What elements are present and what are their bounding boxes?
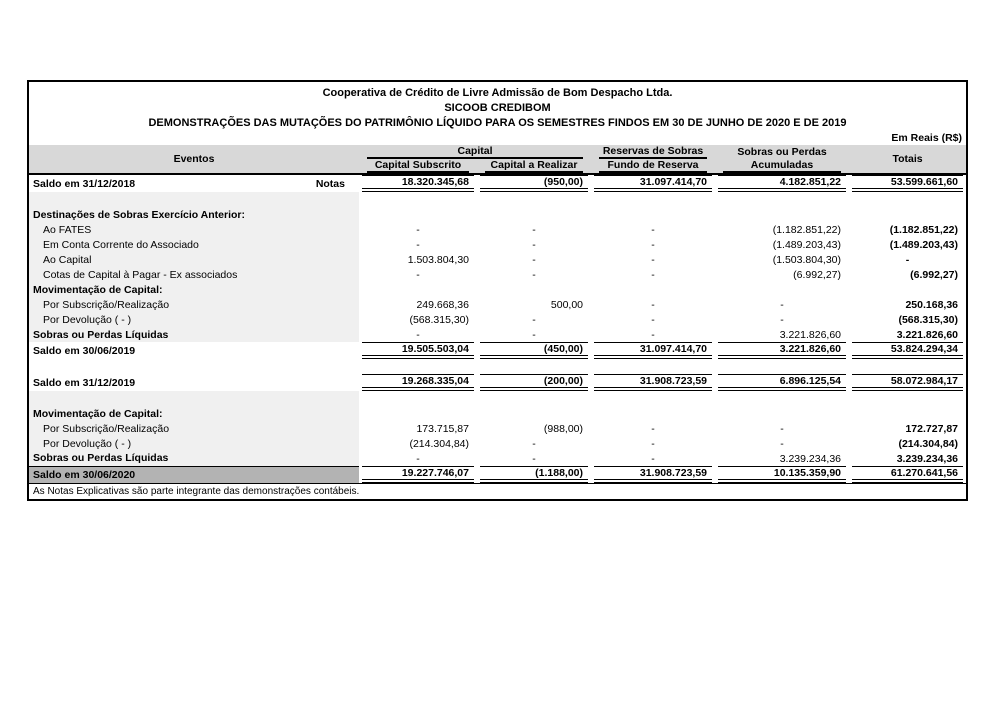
table-row (29, 406, 966, 421)
cell-value: 58.072.984,17 (890, 375, 959, 387)
table-row (29, 312, 966, 327)
eventos-cell (29, 374, 359, 391)
cell-value: 19.227.746,07 (401, 467, 469, 479)
value-cell (849, 297, 966, 312)
value-cell (359, 207, 477, 222)
cell-value: 18.320.345,68 (401, 176, 469, 188)
table-row (29, 222, 966, 237)
value-cell (715, 391, 849, 406)
value-cell (591, 359, 715, 374)
value-cell (477, 222, 591, 237)
cell-value: 250.168,36 (905, 298, 959, 311)
cell-value: - (651, 452, 655, 465)
cell-value: 3.239.234,36 (896, 452, 959, 465)
table-row (29, 282, 966, 297)
value-cell (849, 466, 966, 484)
table-row (29, 342, 966, 359)
value-cell (591, 391, 715, 406)
value-cell (359, 252, 477, 267)
cell-value: - (416, 328, 420, 341)
table-row (29, 327, 966, 342)
cell-value: (450,00) (543, 343, 584, 355)
value-cell (715, 451, 849, 466)
table-row (29, 174, 966, 192)
col-header-eventos: Eventos (29, 145, 359, 174)
value-cell (849, 342, 966, 359)
eventos-cell (29, 267, 359, 282)
value-cell (715, 252, 849, 267)
table-row (29, 267, 966, 282)
value-cell (359, 451, 477, 466)
cell-value: - (780, 422, 784, 435)
cell-value: (568.315,30) (409, 313, 469, 326)
cell-value: - (651, 253, 655, 266)
cell-value: - (651, 313, 655, 326)
eventos-cell (29, 312, 359, 327)
value-cell (849, 267, 966, 282)
value-cell (477, 267, 591, 282)
cell-value: (214.304,84) (409, 437, 469, 450)
cell-value: - (532, 313, 536, 326)
cell-value: (988,00) (543, 422, 584, 435)
row-label: Saldo em 30/06/2020 (33, 468, 136, 481)
eventos-cell (29, 327, 359, 342)
value-cell (359, 466, 477, 484)
cell-value: (950,00) (543, 176, 584, 188)
value-cell (359, 406, 477, 421)
cell-value: 19.505.503,04 (401, 343, 469, 355)
row-label: Por Subscrição/Realização (43, 298, 170, 311)
row-label: Por Subscrição/Realização (43, 422, 170, 435)
value-cell (359, 192, 477, 207)
cell-value: 31.097.414,70 (639, 343, 708, 355)
equity-statement-table (29, 145, 966, 499)
value-cell (591, 222, 715, 237)
cell-value: 3.221.826,60 (779, 328, 842, 341)
value-cell (591, 451, 715, 466)
value-cell (477, 342, 591, 359)
row-label: Sobras ou Perdas Líquidas (33, 328, 169, 341)
cell-value: - (416, 452, 420, 465)
cell-value: 1.503.804,30 (407, 253, 469, 266)
cell-value: 61.270.641,56 (890, 467, 959, 479)
value-cell (591, 327, 715, 342)
table-row (29, 436, 966, 451)
institution-name: SICOOB CREDIBOM (444, 102, 551, 114)
row-label: Cotas de Capital à Pagar - Ex associados (43, 268, 238, 281)
col-header-sobras-line2: Acumuladas (715, 159, 849, 174)
value-cell (359, 421, 477, 436)
value-cell (715, 406, 849, 421)
col-header-capital-realizar: Capital a Realizar (477, 159, 591, 174)
value-cell (715, 421, 849, 436)
value-cell (715, 282, 849, 297)
eventos-cell (29, 237, 359, 252)
statement-sheet (27, 80, 968, 501)
eventos-cell (29, 391, 359, 406)
value-cell (359, 312, 477, 327)
value-cell (591, 436, 715, 451)
cell-value: - (651, 298, 655, 311)
value-cell (715, 374, 849, 391)
eventos-cell (29, 297, 359, 312)
value-cell (591, 342, 715, 359)
value-cell (849, 282, 966, 297)
value-cell (591, 207, 715, 222)
eventos-cell (29, 174, 359, 192)
value-cell (591, 237, 715, 252)
value-cell (359, 282, 477, 297)
cell-value: - (416, 223, 420, 236)
value-cell (477, 451, 591, 466)
eventos-cell (29, 436, 359, 451)
value-cell (849, 174, 966, 192)
value-cell (591, 252, 715, 267)
value-cell (591, 174, 715, 192)
row-label: Por Devolução ( - ) (43, 437, 132, 450)
cell-value: 500,00 (550, 298, 584, 311)
cell-value: - (416, 268, 420, 281)
value-cell (715, 267, 849, 282)
eventos-cell (29, 359, 359, 374)
cell-value: (1.182.851,22) (772, 223, 842, 236)
col-header-sobras-line1: Sobras ou Perdas (715, 145, 849, 159)
value-cell (591, 297, 715, 312)
cell-value: - (651, 328, 655, 341)
value-cell (359, 297, 477, 312)
value-cell (715, 192, 849, 207)
cell-value: 4.182.851,22 (779, 176, 842, 188)
value-cell (849, 406, 966, 421)
row-label: Ao Capital (43, 253, 92, 266)
cell-value: 53.824.294,34 (890, 343, 959, 355)
value-cell (477, 282, 591, 297)
cell-value: - (532, 253, 536, 266)
value-cell (715, 359, 849, 374)
cell-value: (6.992,27) (910, 268, 959, 281)
eventos-cell (29, 222, 359, 237)
value-cell (477, 192, 591, 207)
eventos-cell (29, 282, 359, 297)
value-cell (591, 312, 715, 327)
cell-value: (6.992,27) (793, 268, 842, 281)
statement-title: DEMONSTRAÇÕES DAS MUTAÇÕES DO PATRIMÔNIO LÍQUIDO PARA OS SEMESTRES FINDOS EM 30 DE JUNHO DE 2020 E DE 2019 (148, 117, 847, 129)
value-cell (849, 312, 966, 327)
value-cell (359, 267, 477, 282)
footnote-row (29, 484, 966, 499)
row-label: Movimentação de Capital: (33, 407, 163, 420)
currency-note: Em Reais (R$) (891, 132, 962, 144)
value-cell (477, 466, 591, 484)
value-cell (715, 222, 849, 237)
cell-value: 31.908.723,59 (639, 375, 708, 387)
value-cell (849, 207, 966, 222)
title-block (29, 82, 966, 131)
value-cell (359, 359, 477, 374)
row-label: Saldo em 31/12/2018 (33, 177, 136, 190)
value-cell (715, 297, 849, 312)
eventos-cell (29, 466, 359, 484)
cell-value: - (780, 313, 784, 326)
value-cell (359, 222, 477, 237)
table-row (29, 359, 966, 374)
cell-value: 173.715,87 (416, 422, 469, 435)
cell-value: - (532, 223, 536, 236)
col-header-totais: Totais (849, 145, 966, 174)
table-row (29, 252, 966, 267)
row-label: Movimentação de Capital: (33, 283, 163, 296)
notas-label: Notas (315, 177, 345, 190)
table-header (29, 145, 966, 174)
value-cell (715, 174, 849, 192)
footnote: As Notas Explicativas são parte integrante das demonstrações contábeis. (33, 485, 360, 497)
table-row (29, 466, 966, 484)
value-cell (715, 327, 849, 342)
value-cell (359, 374, 477, 391)
cell-value: - (651, 223, 655, 236)
value-cell (477, 207, 591, 222)
value-cell (591, 282, 715, 297)
cell-value: 10.135.359,90 (773, 467, 842, 479)
eventos-cell (29, 406, 359, 421)
cell-value: - (416, 238, 420, 251)
cell-value: - (780, 437, 784, 450)
value-cell (849, 192, 966, 207)
cell-value: 3.221.826,60 (896, 328, 959, 341)
value-cell (477, 391, 591, 406)
value-cell (359, 174, 477, 192)
eventos-cell (29, 252, 359, 267)
cell-value: (1.503.804,30) (772, 253, 842, 266)
value-cell (849, 222, 966, 237)
cell-value: 19.268.335,04 (401, 375, 469, 387)
cell-value: (200,00) (543, 375, 584, 387)
cell-value: - (651, 268, 655, 281)
cell-value: 31.908.723,59 (639, 467, 708, 479)
cell-value: - (651, 422, 655, 435)
value-cell (849, 421, 966, 436)
cell-value: 31.097.414,70 (639, 176, 708, 188)
cell-value: - (905, 253, 910, 266)
value-cell (591, 406, 715, 421)
cell-value: - (651, 437, 655, 450)
cell-value: - (532, 452, 536, 465)
value-cell (715, 312, 849, 327)
cell-value: 3.239.234,36 (779, 452, 842, 465)
table-row (29, 374, 966, 391)
cell-value: (214.304,84) (898, 437, 959, 450)
cell-value: 172.727,87 (905, 422, 959, 435)
row-label: Saldo em 30/06/2019 (33, 344, 136, 357)
cell-value: (1.182.851,22) (889, 223, 959, 236)
value-cell (591, 374, 715, 391)
value-cell (591, 466, 715, 484)
col-header-capital-group: Capital (359, 145, 591, 159)
cell-value: (1.489.203,43) (889, 238, 959, 251)
value-cell (715, 342, 849, 359)
value-cell (849, 436, 966, 451)
cell-value: 6.896.125,54 (779, 375, 842, 387)
value-cell (591, 267, 715, 282)
table-row (29, 207, 966, 222)
value-cell (849, 451, 966, 466)
company-name: Cooperativa de Crédito de Livre Admissão de Bom Despacho Ltda. (322, 87, 673, 99)
cell-value: - (780, 298, 784, 311)
value-cell (359, 342, 477, 359)
row-label: Destinações de Sobras Exercício Anterior: (33, 208, 246, 221)
value-cell (849, 252, 966, 267)
value-cell (715, 207, 849, 222)
table-body (29, 174, 966, 484)
eventos-cell (29, 192, 359, 207)
cell-value: - (532, 328, 536, 341)
value-cell (849, 359, 966, 374)
cell-value: - (651, 238, 655, 251)
value-cell (477, 297, 591, 312)
table-row (29, 421, 966, 436)
value-cell (359, 391, 477, 406)
cell-value: - (532, 437, 536, 450)
table-row (29, 451, 966, 466)
row-label: Por Devolução ( - ) (43, 313, 132, 326)
cell-value: (1.188,00) (535, 467, 584, 479)
eventos-cell (29, 207, 359, 222)
value-cell (359, 436, 477, 451)
value-cell (477, 406, 591, 421)
value-cell (715, 436, 849, 451)
value-cell (849, 237, 966, 252)
cell-value: (568.315,30) (898, 313, 959, 326)
value-cell (477, 359, 591, 374)
cell-value: 53.599.661,60 (890, 176, 959, 188)
row-label: Saldo em 31/12/2019 (33, 376, 136, 389)
value-cell (477, 174, 591, 192)
eventos-cell (29, 451, 359, 466)
cell-value: (1.489.203,43) (772, 238, 842, 251)
value-cell (359, 237, 477, 252)
value-cell (477, 436, 591, 451)
row-label: Em Conta Corrente do Associado (43, 238, 199, 251)
col-header-capital-subscrito: Capital Subscrito (359, 159, 477, 174)
row-label: Ao FATES (43, 223, 92, 236)
value-cell (477, 327, 591, 342)
value-cell (715, 237, 849, 252)
cell-value: - (532, 238, 536, 251)
col-header-reservas-group: Reservas de Sobras (591, 145, 715, 159)
value-cell (477, 252, 591, 267)
value-cell (849, 374, 966, 391)
row-label: Sobras ou Perdas Líquidas (33, 452, 169, 465)
value-cell (477, 237, 591, 252)
table-row (29, 237, 966, 252)
value-cell (849, 391, 966, 406)
cell-value: - (532, 268, 536, 281)
value-cell (849, 327, 966, 342)
value-cell (477, 312, 591, 327)
value-cell (591, 192, 715, 207)
table-row (29, 297, 966, 312)
value-cell (591, 421, 715, 436)
value-cell (477, 421, 591, 436)
table-footer (29, 484, 966, 499)
table-row (29, 192, 966, 207)
value-cell (359, 327, 477, 342)
value-cell (477, 374, 591, 391)
cell-value: 3.221.826,60 (779, 343, 842, 355)
table-row (29, 391, 966, 406)
col-header-fundo-reserva: Fundo de Reserva (591, 159, 715, 174)
value-cell (715, 466, 849, 484)
cell-value: 249.668,36 (416, 298, 469, 311)
eventos-cell (29, 342, 359, 359)
eventos-cell (29, 421, 359, 436)
